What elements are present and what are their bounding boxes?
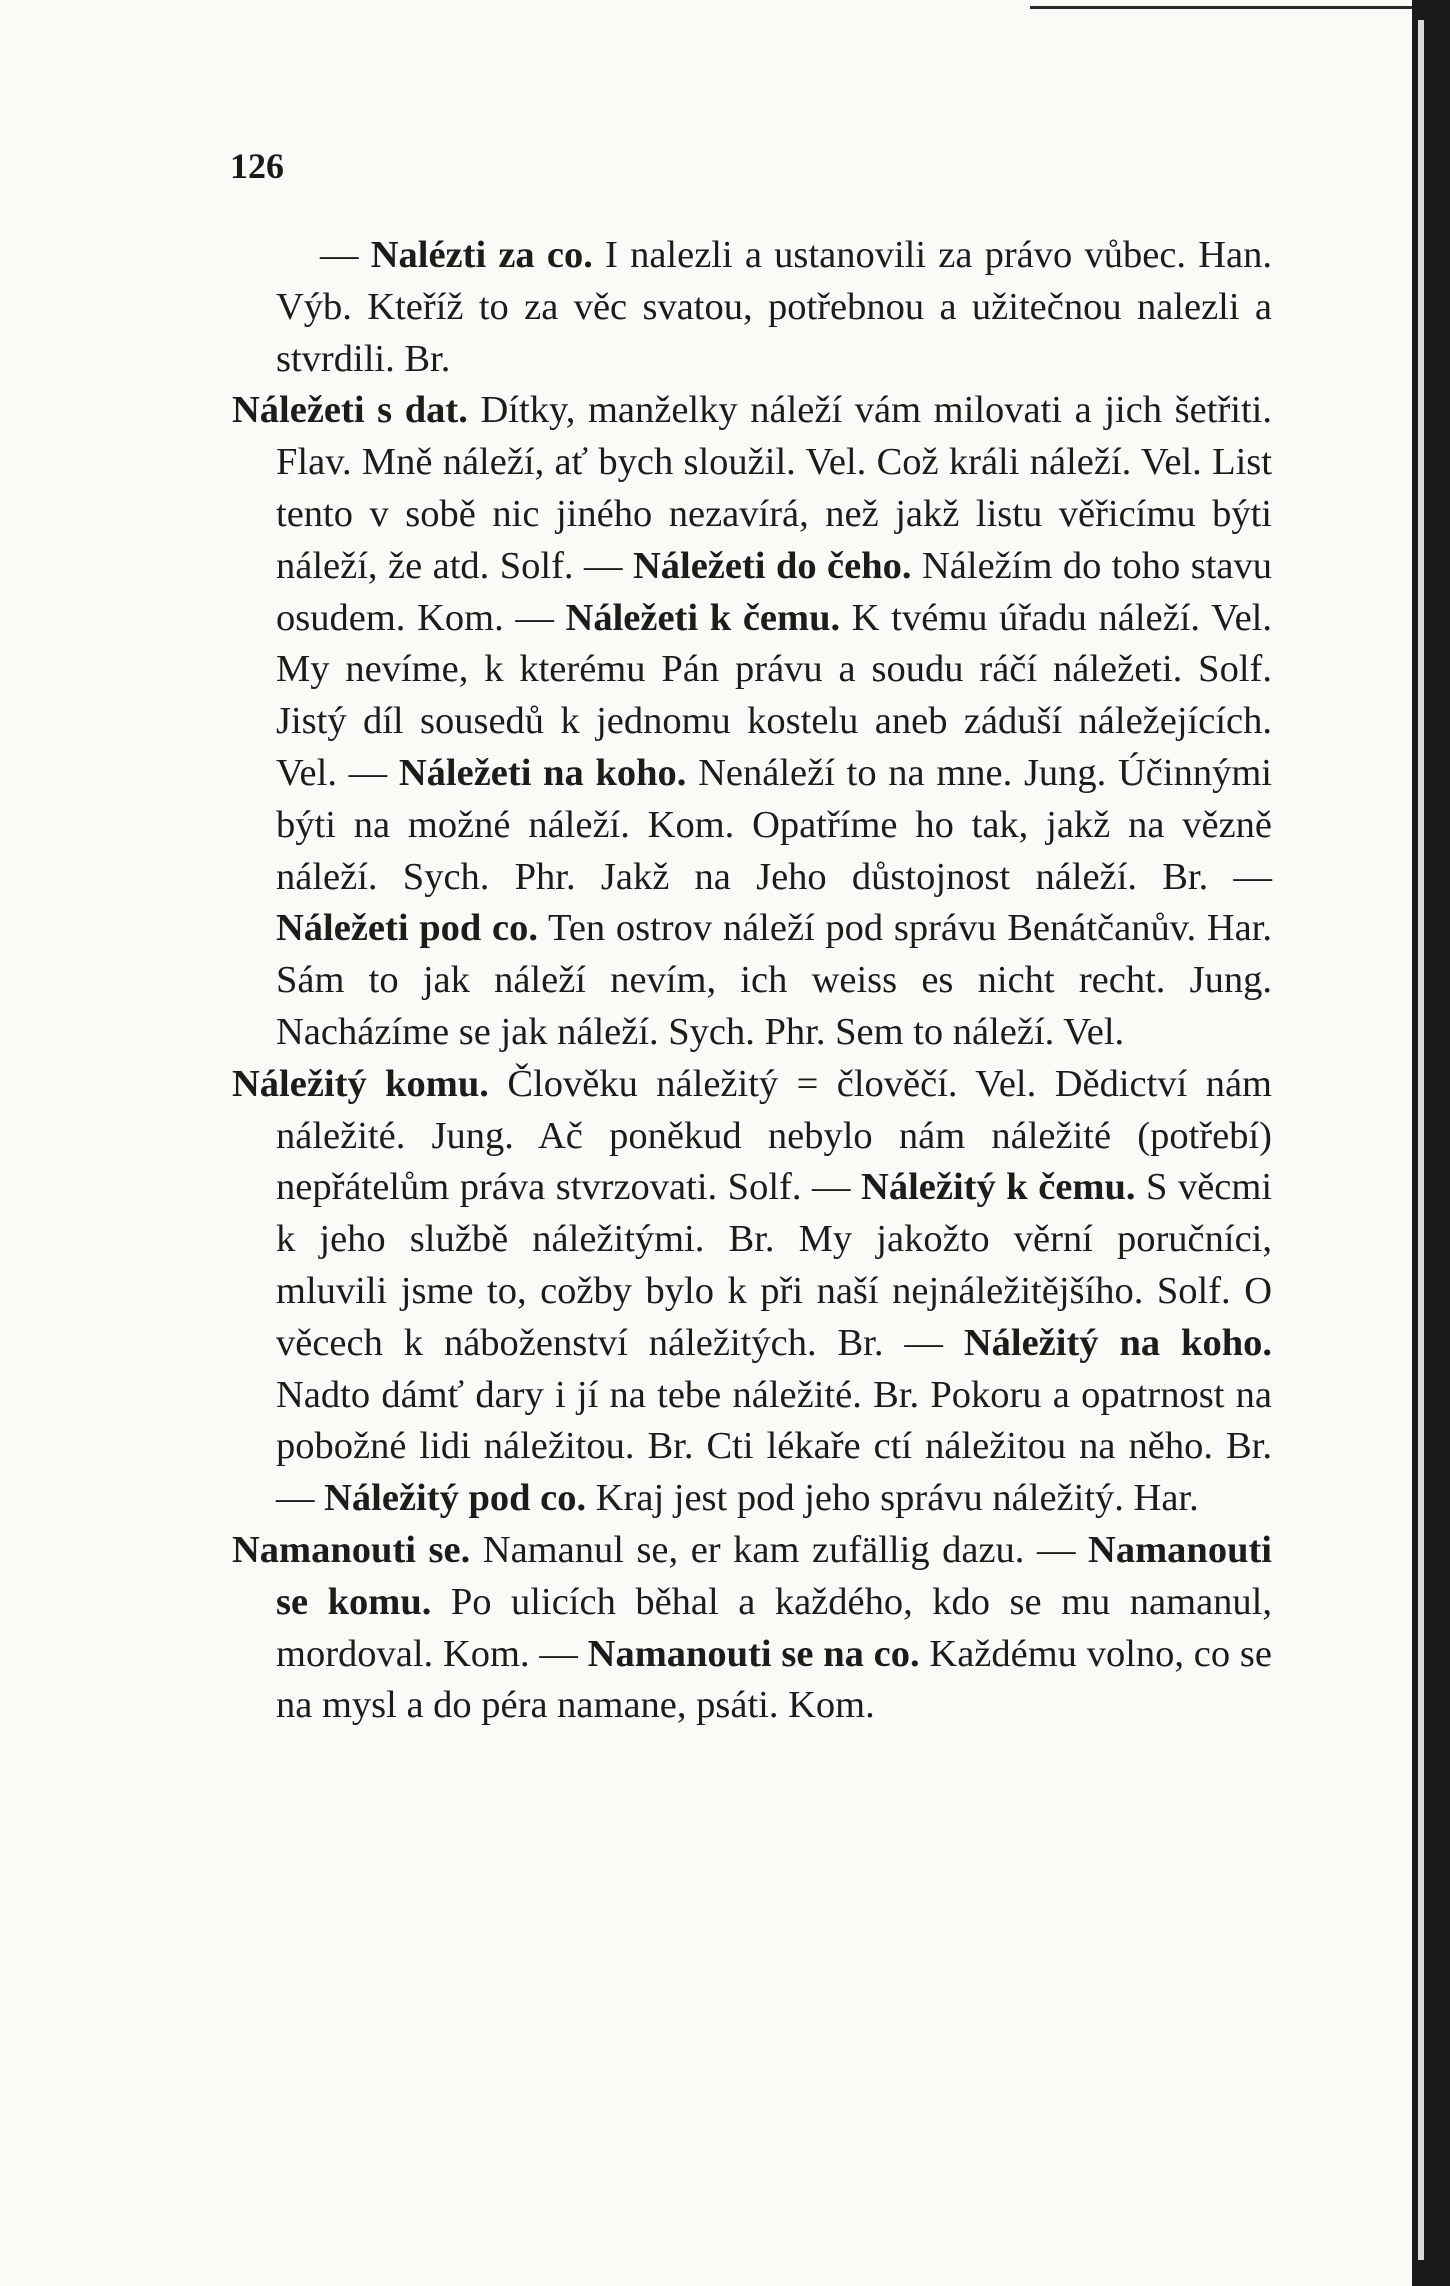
entry-headword: Náležitý na koho. xyxy=(963,1321,1272,1364)
entry-text: Každému volno, co se na mysl a do péra namane, psáti. Kom. xyxy=(276,1632,1272,1727)
entry-text: Namanul se, er kam zufällig dazu. — xyxy=(470,1528,1089,1571)
entry-text: Po ulicích běhal a každého, kdo se mu namanul, mordoval. Kom. — xyxy=(276,1580,1272,1675)
top-edge-line xyxy=(1030,6,1412,9)
entry-text: Dítky, manželky náleží vám milovati a jich šetřiti. Flav. Mně náleží, ať bych sloužil. Vel. Což králi náleží. Vel. List tento v sobě nic jiného nezavírá, než jakž listu věřicímu býti náleží, že atd. Solf. — xyxy=(276,389,1272,587)
entry-headword: Náležeti k čemu. xyxy=(565,596,841,639)
dictionary-entry xyxy=(232,230,1272,385)
entry-headword: Náležeti s dat. xyxy=(232,389,468,432)
dictionary-text xyxy=(232,230,1272,1732)
entry-text: Ten ostrov náleží pod správu Benátčanův. Har. Sám to jak náleží nevím, ich weiss es nicht recht. Jung. Nacházíme se jak náleží. Sych. Phr. Sem to náleží. Vel. xyxy=(276,907,1272,1053)
entry-headword: Namanouti se na co. xyxy=(587,1632,920,1675)
entry-text: K tvému úřadu náleží. Vel. My nevíme, k kterému Pán právu a soudu ráčí náležeti. Solf. Jistý díl sousedů k jednomu kostelu aneb záduší náležejících. Vel. — xyxy=(276,596,1272,794)
entry-headword: Náležeti pod co. xyxy=(276,907,538,950)
dictionary-entry xyxy=(232,1525,1272,1732)
entry-headword: Náležitý pod co. xyxy=(324,1477,587,1520)
entry-headword: Náležeti na koho. xyxy=(398,751,687,794)
entry-headword: Náležitý k čemu. xyxy=(861,1166,1136,1209)
dictionary-entry xyxy=(232,385,1272,1058)
entry-text: Kraj jest pod jeho správu náležitý. Har. xyxy=(586,1477,1199,1520)
entry-text: — xyxy=(320,234,371,276)
entry-headword: Namanouti se. xyxy=(232,1528,471,1571)
scan-border-inner xyxy=(1418,20,1424,2260)
entry-headword: Náležeti do čeho. xyxy=(632,544,912,587)
dictionary-entry xyxy=(232,1059,1272,1525)
entry-headword: Namanouti se komu. xyxy=(276,1528,1272,1623)
entry-headword: Náležitý komu. xyxy=(232,1062,489,1105)
entry-text: Nadto dámť dary i jí na tebe náležité. Br. Pokoru a opatrnost na pobožné lidi náležitou. Br. Cti lékaře ctí náležitou na něho. Br. — xyxy=(276,1373,1272,1520)
entry-headword: Nalézti za co. xyxy=(370,234,593,276)
entry-text: S věcmi k jeho službě náležitými. Br. My jakožto věrní poručníci, mluvili jsme to, cožby bylo k při naší nejnáležitějšího. Solf. O věcech k náboženství náležitých. Br. — xyxy=(276,1166,1273,1364)
entry-text: I nalezli a ustanovili za právo vůbec. Han. Výb. Kteříž to za věc svatou, potřebnou a užitečnou nalezli a stvrdili. Br. xyxy=(276,234,1272,380)
entry-text: Člověku náležitý = člověčí. Vel. Dědictví nám náležité. Jung. Ač poněkud nebylo nám náležité (potřebí) nepřátelům práva stvrzovati. Solf. — xyxy=(276,1062,1272,1209)
entry-text: Nenáleží to na mne. Jung. Účinnými býti na možné náleží. Kom. Opatříme ho tak, jakž na vězně náleží. Sych. Phr. Jakž na Jeho důstojnost náleží. Br. — xyxy=(276,751,1272,898)
page-number: 126 xyxy=(230,146,284,186)
entry-text: Náležím do toho stavu osudem. Kom. — xyxy=(276,544,1272,639)
